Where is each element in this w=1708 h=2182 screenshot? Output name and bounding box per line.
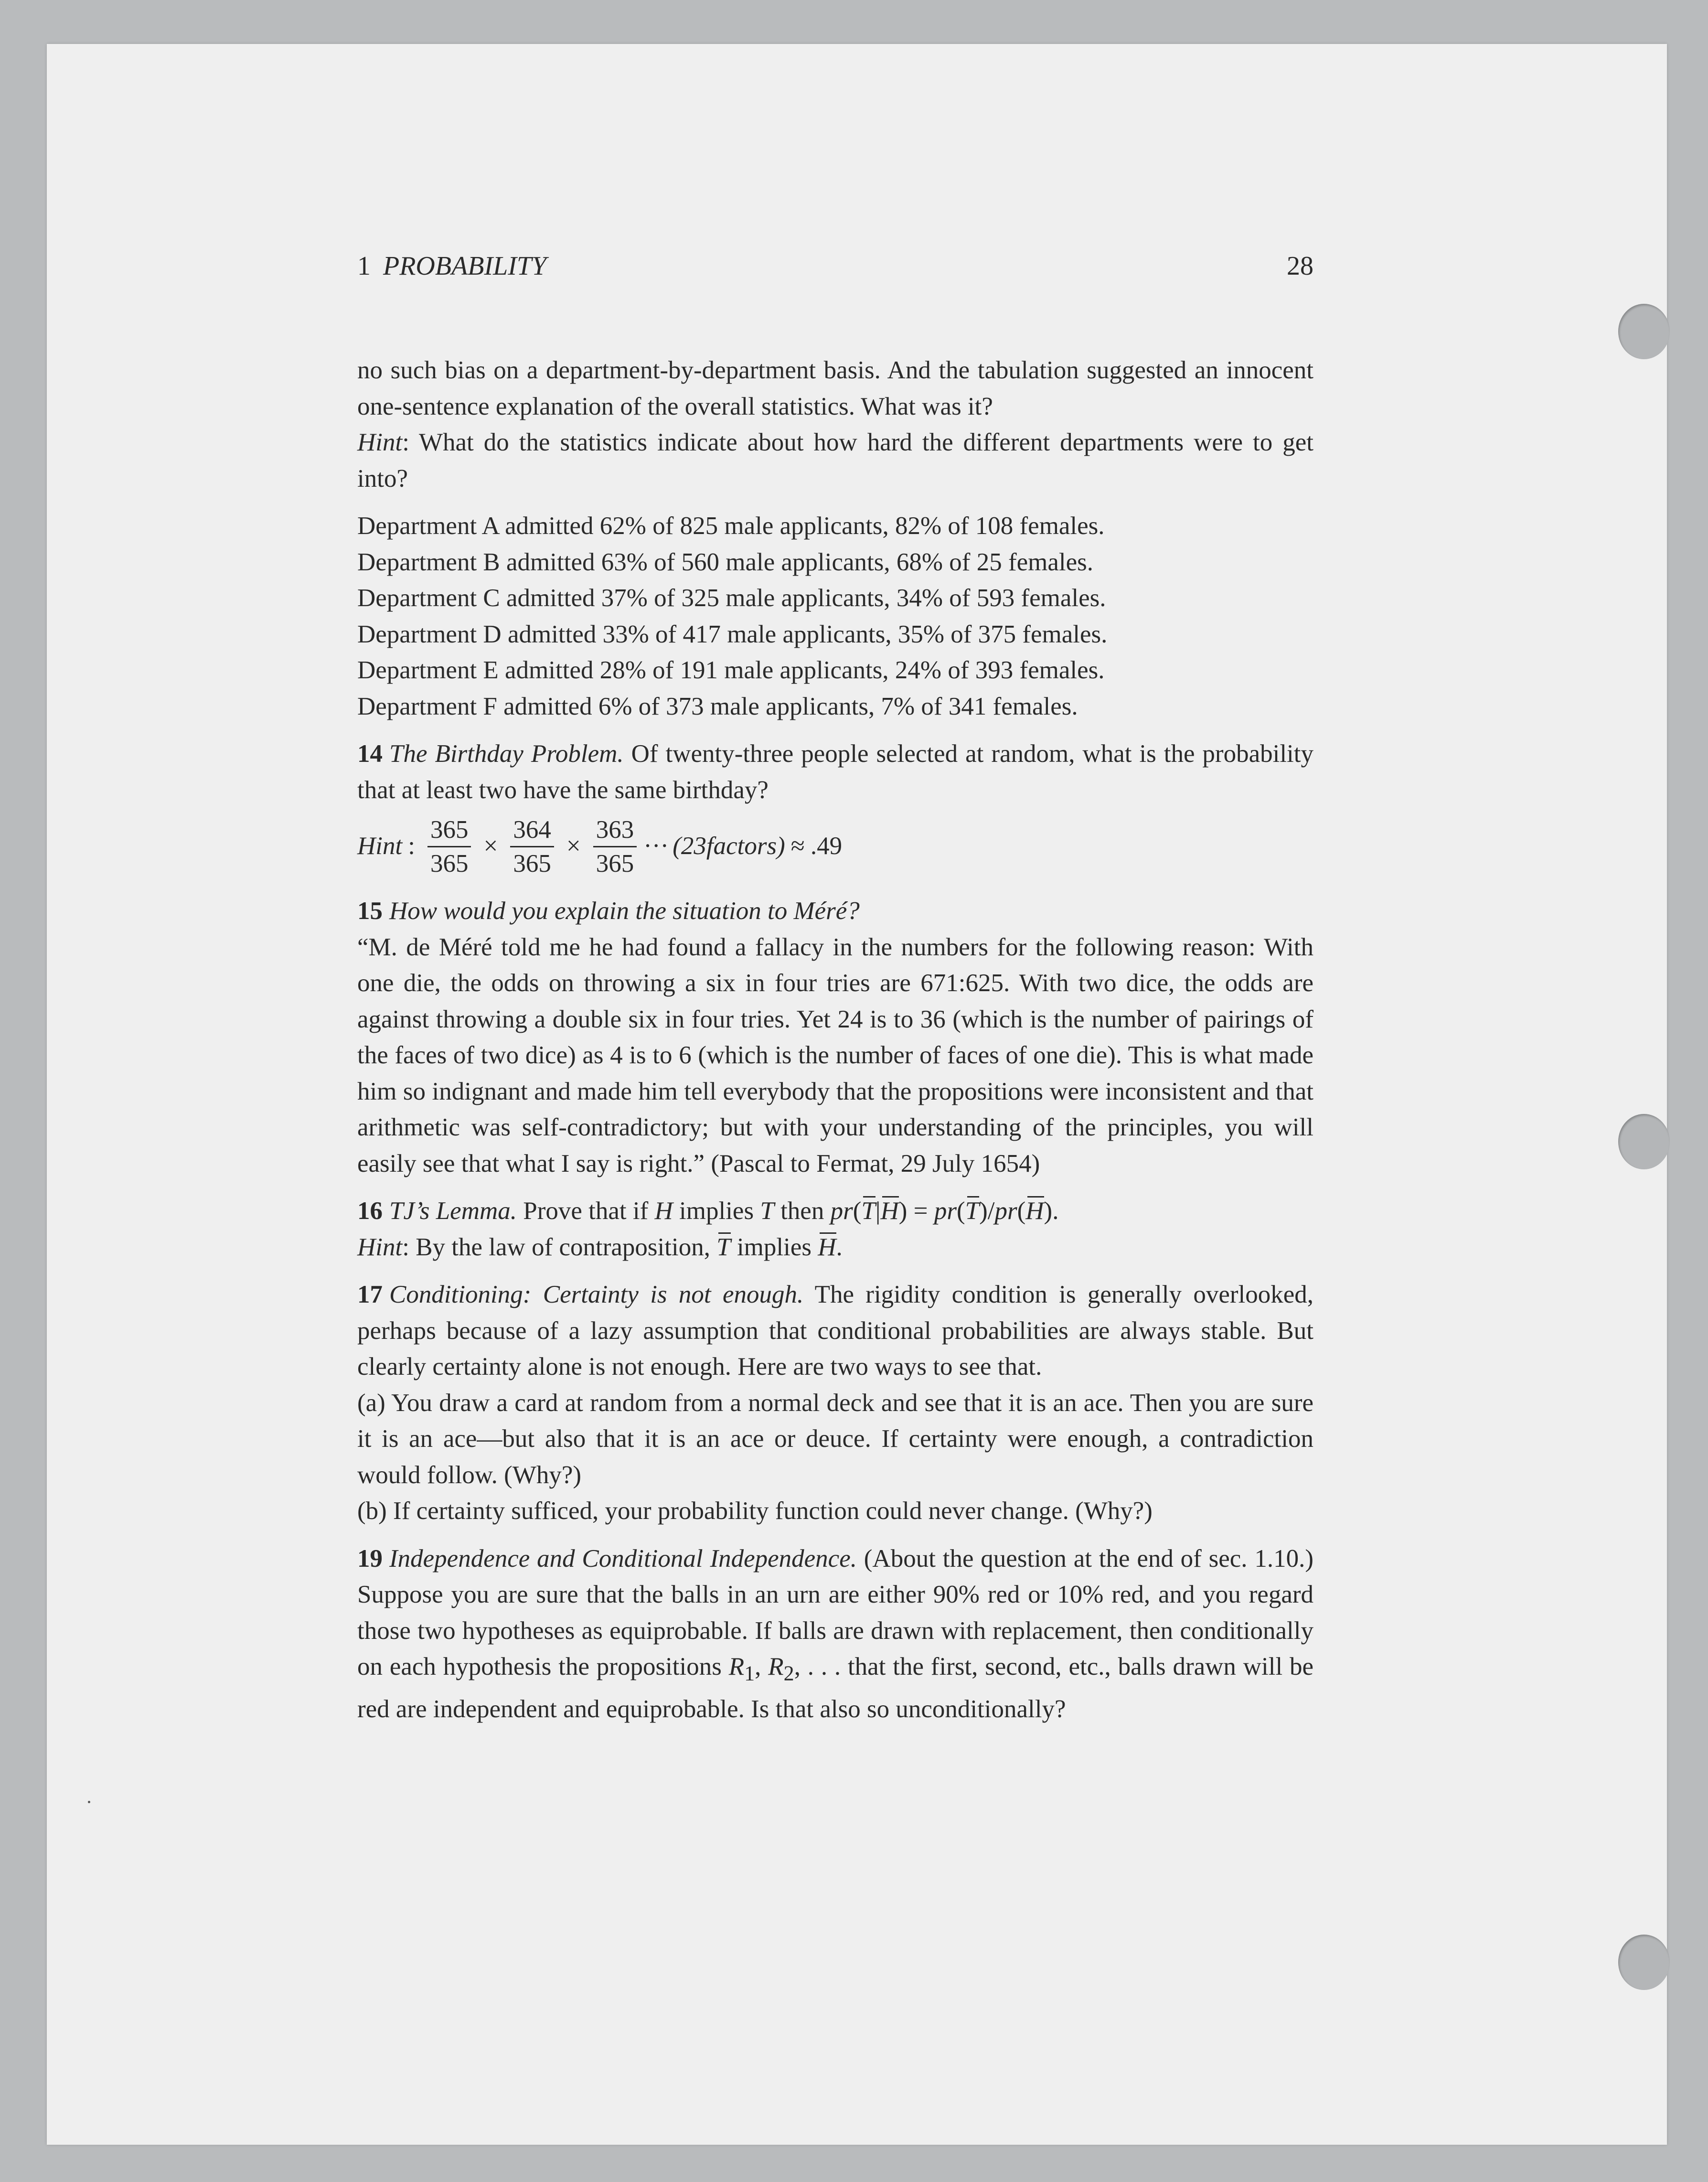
problem-text: that the first, second, etc., balls drawn will be red are independent and equiprobable. Is that also so unconditionally? <box>357 1653 1314 1723</box>
problem-text: (About the question at the end of sec. 1.10.) Suppose you are sure that the balls in an urn are either 90% red or 10% red, and you regard those two hypotheses as equiprobable. If balls are drawn with replacement, then conditionally on each hypothesis the propositions <box>357 1544 1313 1680</box>
problem-number: 14 <box>357 740 383 768</box>
problem-text: implies <box>673 1197 760 1225</box>
math-var-bar: H <box>880 1193 898 1230</box>
dust-speck <box>88 1801 90 1803</box>
chapter-title: PROBABILITY <box>383 251 547 281</box>
problem-17 <box>357 1277 1313 1385</box>
formula-hint-label: Hint <box>357 832 403 860</box>
math-var: R <box>768 1653 784 1680</box>
department-row: Department D admitted 33% of 417 male applicants, 35% of 375 females. <box>357 620 1108 648</box>
hint-text: implies <box>730 1233 818 1261</box>
math-var-bar: T <box>716 1230 730 1266</box>
math-fn: pr <box>994 1197 1017 1225</box>
fraction-denominator: 365 <box>430 849 469 877</box>
factors-term: (23factors) <box>673 832 785 860</box>
fraction <box>510 815 554 878</box>
math-var-bar: H <box>818 1230 836 1266</box>
problem-text: The rigidity condition is generally overlooked, perhaps because of a lazy assumption that conditional probabilities are always stable. But clearly certainty alone is not enough. Here are two ways to see that. <box>357 1281 1313 1380</box>
problem-title: The Birthday Problem. <box>389 740 624 768</box>
chapter-heading <box>357 248 546 285</box>
math-var-bar: T <box>861 1193 875 1230</box>
fraction-numerator: 364 <box>510 815 554 847</box>
fraction-denominator: 365 <box>513 849 551 877</box>
math-fn: pr <box>830 1197 853 1225</box>
department-list <box>357 508 1313 725</box>
times-sign: × <box>483 832 498 860</box>
formula-result: .49 <box>810 832 843 860</box>
problem-number: 16 <box>357 1197 383 1225</box>
problem-14 <box>357 736 1313 808</box>
math-var: T <box>760 1197 774 1225</box>
problem-19: 19 Independence and Conditional Independence. (About the question at the end of sec. 1.10.) Suppose you are sure that the balls in an urn are either 90% red or 10% red, and you regard those two hypotheses as equiprobable. If balls are drawn with replacement, then conditionally on each hypothesis the propositions $R_1$, $R_2$, . . . that the first, second, etc., balls drawn will be red are independent and equiprobable. Is that also so unconditionally? <box>357 1544 1314 1723</box>
binder-hole-top <box>1618 304 1670 359</box>
problem-17-part-a: (a) You draw a card at random from a normal deck and see that it is an ace. Then you are sure it is an ace—but also that it is an ace or deuce. If certainty were enough, a contradiction would follow. (Why?) <box>357 1389 1313 1489</box>
times-sign: × <box>566 832 581 860</box>
hint-label: Hint <box>357 428 403 456</box>
math-var: H <box>654 1197 673 1225</box>
binder-hole-middle <box>1618 1114 1670 1169</box>
fraction-numerator: 365 <box>427 815 471 847</box>
running-header <box>357 239 1313 282</box>
department-row: Department A admitted 62% of 825 male applicants, 82% of 108 females. <box>357 512 1105 540</box>
problem-text: then <box>774 1197 831 1225</box>
hint-label: Hint <box>357 1233 403 1261</box>
problem-16: 16 TJ’s Lemma. Prove that if H implies T then pr(T|H) = pr(T)/pr(H). <box>357 1193 1313 1230</box>
formula-colon: : <box>408 832 415 860</box>
fraction <box>593 815 637 878</box>
problem-number: 17 <box>357 1281 383 1308</box>
hint-text: : What do the statistics indicate about how hard the different departments were to get into? <box>357 428 1313 492</box>
math-var-bar: H <box>1025 1193 1044 1230</box>
fraction <box>427 815 471 878</box>
problem-number: 15 <box>357 897 383 925</box>
department-row: Department B admitted 63% of 560 male applicants, 68% of 25 females. <box>357 548 1093 576</box>
page-body <box>357 239 1313 1728</box>
department-row: Department E admitted 28% of 191 male applicants, 24% of 393 females. <box>357 656 1105 684</box>
binder-hole-bottom <box>1618 1935 1670 1990</box>
problem-title: How would you explain the situation to Méré? <box>389 897 860 925</box>
fraction-denominator: 365 <box>596 849 634 877</box>
approx-sign: ≈ <box>790 832 805 860</box>
math-fn: pr <box>934 1197 957 1225</box>
problem-number: 19 <box>357 1544 383 1572</box>
subscript: 1 <box>744 1661 755 1685</box>
ellipsis: ··· <box>643 832 669 860</box>
problem-17-part-b: (b) If certainty sufficed, your probability function could never change. (Why?) <box>357 1497 1153 1525</box>
math-var-bar: T <box>965 1193 979 1230</box>
problem-15-heading <box>357 893 1313 930</box>
hint-text: : By the law of contraposition, <box>402 1233 717 1261</box>
math-var: R <box>728 1653 745 1680</box>
problem-16-hint: Hint: By the law of contraposition, T implies H. <box>357 1230 1313 1266</box>
subscript: 2 <box>783 1661 794 1685</box>
problem-text: Prove that if <box>517 1197 655 1225</box>
fraction-numerator: 363 <box>593 815 637 847</box>
problem-title: Independence and Conditional Independence. <box>389 1544 857 1572</box>
problem-text: Of twenty-three people selected at random, what is the probability that at least two have the same birthday? <box>357 740 1313 804</box>
hint-paragraph <box>357 425 1313 497</box>
intro-paragraph: no such bias on a department-by-department basis. And the tabulation suggested an innocent one-sentence explanation of the overall statistics. What was it? <box>357 356 1313 420</box>
problem-title: Conditioning: Certainty is not enough. <box>389 1281 804 1308</box>
department-row: Department F admitted 6% of 373 male applicants, 7% of 341 females. <box>357 692 1078 720</box>
page-number: 28 <box>1287 251 1313 281</box>
problem-title: TJ’s Lemma. <box>389 1197 517 1225</box>
department-row: Department C admitted 37% of 325 male applicants, 34% of 593 females. <box>357 584 1106 612</box>
problem-15-quote: “M. de Méré told me he had found a fallacy in the numbers for the following reason: With one die, the odds on throwing a six in four tries are 671:625. With two dice, the odds are against throwing a double six in four tries. Yet 24 is to 36 (which is the number of pairings of the faces of two dice) as 4 is to 6 (which is the number of faces of one die). This is what made him so indignant and made him tell everybody that the propositions were inconsistent and that arithmetic was self-contradictory; but with your understanding of the principles, you will easily see that what I say is right.” (Pascal to Fermat, 29 July 1654) <box>357 933 1313 1177</box>
chapter-number: 1 <box>357 251 371 281</box>
birthday-formula <box>357 810 1313 883</box>
